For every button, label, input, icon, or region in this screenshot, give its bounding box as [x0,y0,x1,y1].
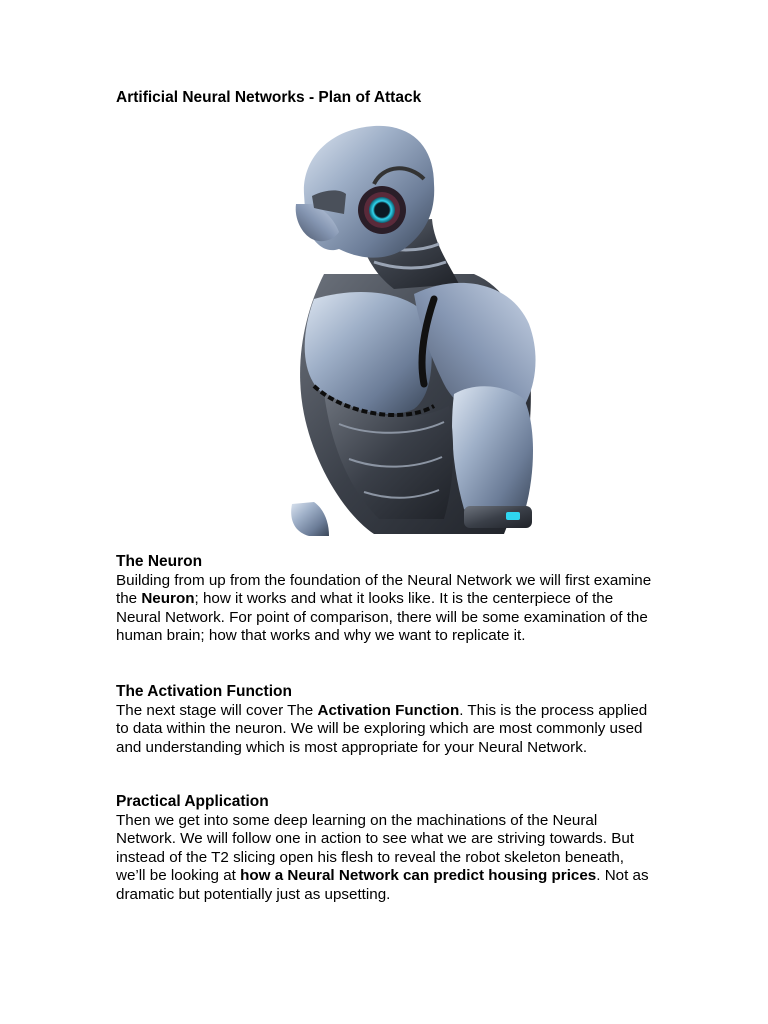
section-body [116,572,656,646]
body-text: Building from up from the foundation of the Neural Network we will first examine the [116,571,652,607]
body-text-bold: Neuron [141,590,195,607]
body-text: ; how it works and what it looks like. It is the centerpiece of the Neural Network. For point of comparison, there will be some examination of the human brain; how that works and why we want to replicate it. [116,590,648,644]
section-body [116,702,656,758]
cyborg-figure [284,124,540,536]
section-practical-application [116,793,656,904]
section-heading: The Activation Function [116,683,292,700]
body-text: . This is the process applied to data within the neuron. We will be exploring which are most commonly used and understanding which is most appropriate for your Neural Network. [116,701,648,756]
section-heading: The Neuron [116,553,203,570]
body-text: Then we get into some deep learning on the machinations of the Neural Network. We will follow one in action to see what we are striving towards. But instead of the T2 slicing open his flesh to reveal the robot skeleton beneath, we’ll be looking at [116,811,635,884]
body-text: . Not as dramatic but potentially just as upsetting. [116,867,649,903]
section-the-activation-function [116,683,656,757]
section-body [116,812,656,905]
document-title: Artificial Neural Networks - Plan of Attack [116,89,422,106]
cyborg-robot-icon [284,124,540,536]
section-heading: Practical Application [116,793,269,810]
section-the-neuron [116,553,656,646]
body-text-bold: Activation Function [317,701,460,719]
body-text: The next stage will cover The [116,701,318,719]
body-text-bold: how a Neural Network can predict housing prices [240,867,597,884]
